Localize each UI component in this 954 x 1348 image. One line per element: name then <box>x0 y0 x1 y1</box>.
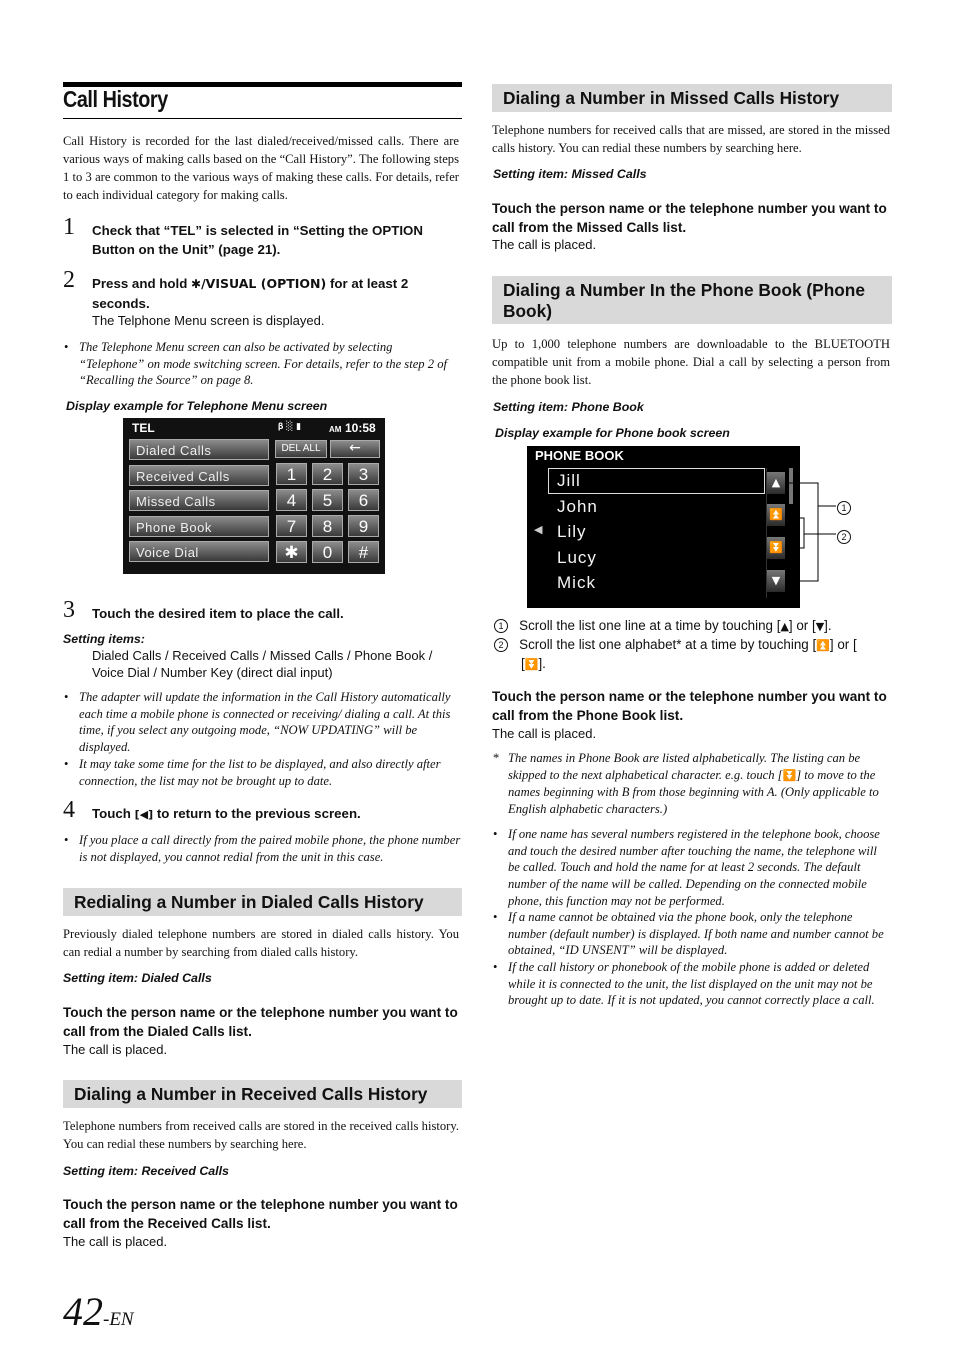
pb-contact-name[interactable]: Jill <box>557 471 581 490</box>
step-2-result: The Telphone Menu screen is displayed. <box>92 313 325 328</box>
keypad-key[interactable]: 6 <box>348 489 379 511</box>
double-up-icon: ⏫ <box>816 639 830 652</box>
keypad-key[interactable]: 3 <box>348 463 379 485</box>
pb-contact-name[interactable]: Lucy <box>557 547 597 567</box>
tel-menu-item[interactable]: Missed Calls <box>129 490 269 511</box>
section-phonebook-setting: Setting item: Phone Book <box>493 400 644 414</box>
tel-menu-item[interactable]: Phone Book <box>129 516 269 537</box>
keypad-key[interactable]: 0 <box>312 541 343 563</box>
step-1-number: 1 <box>63 214 75 240</box>
tel-menu-item[interactable]: Dialed Calls <box>129 439 269 460</box>
callout-2-marker: 2 <box>837 528 851 546</box>
keypad-key[interactable]: 8 <box>312 515 343 537</box>
section-missed-result: The call is placed. <box>492 237 597 252</box>
step-3-number: 3 <box>63 597 75 623</box>
section-received-result: The call is placed. <box>63 1234 168 1249</box>
step-4-key: [◀] <box>134 808 154 821</box>
section-dialed-body: Previously dialed telephone numbers are stored in dialed calls history. You can redial a number by searching from dialed calls history. <box>63 927 459 959</box>
section-dialed-title: Redialing a Number in Dialed Calls History <box>63 888 462 916</box>
legend-item-2: 2 Scroll the list one alphabet* at a time by touching [⏫] or [ [⏬]. <box>494 636 892 674</box>
keypad-key[interactable]: 5 <box>312 489 343 511</box>
section-phonebook-instruction: Touch the person name or the telephone number you want to call from the Phone Book list. <box>492 689 887 723</box>
double-down-icon-note: ⏬ <box>782 768 797 782</box>
pb-left-arrow-icon[interactable]: ◀ <box>534 523 543 536</box>
telephone-menu-screen <box>123 418 385 574</box>
pb-contact-name[interactable]: John <box>557 496 598 516</box>
step-2-number: 2 <box>63 267 75 293</box>
keypad-key[interactable]: 4 <box>276 489 307 511</box>
note-multiple-numbers: • If one name has several numbers registered in the telephone book, choose and touch the desired number after touching the name, the telephone will be called. Touch and hold the name for at least 2 seconds. The default number of the name will be called. Depending on the connected mobile phone, this function may not be performed. <box>493 827 880 908</box>
setting-items-label: Setting items: <box>63 632 145 646</box>
section-missed-instruction: Touch the person name or the telephone number you want to call from the Missed Calls list. <box>492 201 887 235</box>
step-2-pre: Press and hold <box>92 276 188 291</box>
keypad-key[interactable]: ✱ <box>276 541 307 563</box>
note-list-delay: • It may take some time for the list to be displayed, and also directly after connection, the list may not be brought up to date. <box>64 757 441 788</box>
step-1-text: Check that “TEL” is selected in “Setting the OPTION Button on the Unit” (page 21). <box>92 223 424 257</box>
battery-icon: ▮ <box>296 422 302 432</box>
tel-status-icons <box>278 422 301 432</box>
note-not-updated: • If the call history or phonebook of the mobile phone is added or deleted while it is connected to the unit, the list displayed on the unit may not be brought up to date. If it is not updated, you cannot correctly place a call. <box>493 960 875 1008</box>
section-missed-body: Telephone numbers for received calls that are missed, are stored in the missed calls history. You can redial these numbers by searching here. <box>492 123 890 155</box>
callout-1-marker: 1 <box>837 499 851 517</box>
section-dialed-setting: Setting item: Dialed Calls <box>63 971 212 985</box>
section-missed-setting: Setting item: Missed Calls <box>493 167 647 181</box>
note-telephone-menu: • The Telephone Menu screen can also be activated by selecting “Telephone” on mode switching screen. For details, refer to the step 2 of “Recalling the Source” on page 8. <box>64 340 447 388</box>
display-label-telephone: Display example for Telephone Menu screen <box>66 399 328 413</box>
step-2-key: /VISUAL (OPTION) <box>201 276 327 291</box>
double-down-icon: ⏬ <box>524 658 539 671</box>
asterisk-key-icon: ✱ <box>191 277 202 291</box>
step-3-text: Touch the desired item to place the call. <box>92 606 344 621</box>
scroll-up-button[interactable]: ▲ <box>767 472 785 494</box>
display-label-phonebook: Display example for Phone book screen <box>495 426 730 440</box>
scroll-down-button[interactable]: ▼ <box>767 570 785 592</box>
keypad-key[interactable]: 1 <box>276 463 307 485</box>
pb-header: PHONE BOOK <box>535 448 624 463</box>
alpha-down-button[interactable]: ⏬ <box>767 537 785 559</box>
title-underline <box>63 118 462 119</box>
note-direct-call: • If you place a call directly from the paired mobile phone, the phone number is not displayed, you cannot redial from the unit in this case. <box>64 833 461 864</box>
bluetooth-icon: 𝛃 <box>278 422 284 432</box>
tel-menu-item[interactable]: Received Calls <box>129 465 269 486</box>
section-phonebook-result: The call is placed. <box>492 726 597 741</box>
keypad-key[interactable]: 9 <box>348 515 379 537</box>
section-dialed-instruction: Touch the person name or the telephone number you want to call from the Dialed Calls list. <box>63 1005 458 1039</box>
keypad-key[interactable]: 7 <box>276 515 307 537</box>
legend-item-1: 1 Scroll the list one line at a time by touching [▲] or [▼]. <box>494 617 890 635</box>
signal-icon: ░ <box>286 422 294 432</box>
step-4-post: to return to the previous screen. <box>156 806 361 821</box>
note-id-unsent: • If a name cannot be obtained via the phone book, only the telephone number (default number) is displayed. If both name and number cannot be obtained, “ID UNSENT” will be displayed. <box>493 910 884 958</box>
section-received-body: Telephone numbers from received calls are stored in the received calls history. You can redial these numbers by searching here. <box>63 1119 459 1151</box>
alpha-up-button[interactable]: ⏫ <box>767 504 785 526</box>
page-number: 42-EN <box>63 1289 134 1334</box>
step-4-number: 4 <box>63 797 75 823</box>
keypad-key[interactable]: # <box>348 541 379 563</box>
step-4-text <box>92 804 361 824</box>
page-title: Call History <box>63 86 168 112</box>
tel-menu-item[interactable]: Voice Dial <box>129 541 269 562</box>
section-received-setting: Setting item: Received Calls <box>63 1164 229 1178</box>
section-phonebook-body: Up to 1,000 telephone numbers are downloadable to the BLUETOOTH compatible unit from a mobile phone. Dial a call by selecting a person from the phone book list. <box>492 337 890 387</box>
tel-clock: 10:58 <box>345 421 376 435</box>
pb-scrollbar[interactable] <box>789 468 793 504</box>
setting-items-list: Dialed Calls / Received Calls / Missed Calls / Phone Book / Voice Dial / Number Key (direct dial input) <box>92 648 433 680</box>
down-triangle-icon: ▼ <box>815 620 825 633</box>
pb-contact-name[interactable]: Lily <box>557 522 587 541</box>
back-arrow-button[interactable]: ← <box>330 440 380 458</box>
intro-paragraph: Call History is recorded for the last dialed/received/missed calls. There are various ways of making calls based on the “Call History”. The following steps 1 to 3 are common to the various ways of making these calls. For details, refer to each individual category for making calls. <box>63 134 459 202</box>
phone-book-screen <box>527 446 800 608</box>
section-received-title: Dialing a Number in Received Calls History <box>63 1080 462 1108</box>
step-4-pre: Touch <box>92 806 131 821</box>
tel-ampm: AM <box>329 425 342 434</box>
step-2-post: for at least 2 seconds. <box>92 276 409 311</box>
up-triangle-icon: ▲ <box>780 620 789 633</box>
section-missed-title: Dialing a Number in Missed Calls History <box>492 84 892 112</box>
section-received-instruction: Touch the person name or the telephone number you want to call from the Received Calls list. <box>63 1197 458 1231</box>
section-phonebook-title: Dialing a Number In the Phone Book (Phone Book) <box>492 276 892 324</box>
section-dialed-result: The call is placed. <box>63 1042 168 1057</box>
del-all-button[interactable]: DEL ALL <box>275 440 327 458</box>
note-adapter-update: • The adapter will update the information in the Call History automatically each time a mobile phone is connected or receiving/ dialing a call. At this time, if you select any outgoing mode, “NOW UPDATING” will be displayed. <box>64 690 451 755</box>
keypad-key[interactable]: 2 <box>312 463 343 485</box>
pb-contact-name[interactable]: Mick <box>557 573 596 592</box>
step-2-text <box>92 274 460 313</box>
asterisk-note: * The names in Phone Book are listed alphabetically. The listing can be skipped to the next alphabetical character. e.g. touch [⏬] to move to the names beginning with B from those beginning with A. (Only applicable to English alphabetic characters.) <box>493 751 879 817</box>
tel-header: TEL <box>132 421 155 435</box>
